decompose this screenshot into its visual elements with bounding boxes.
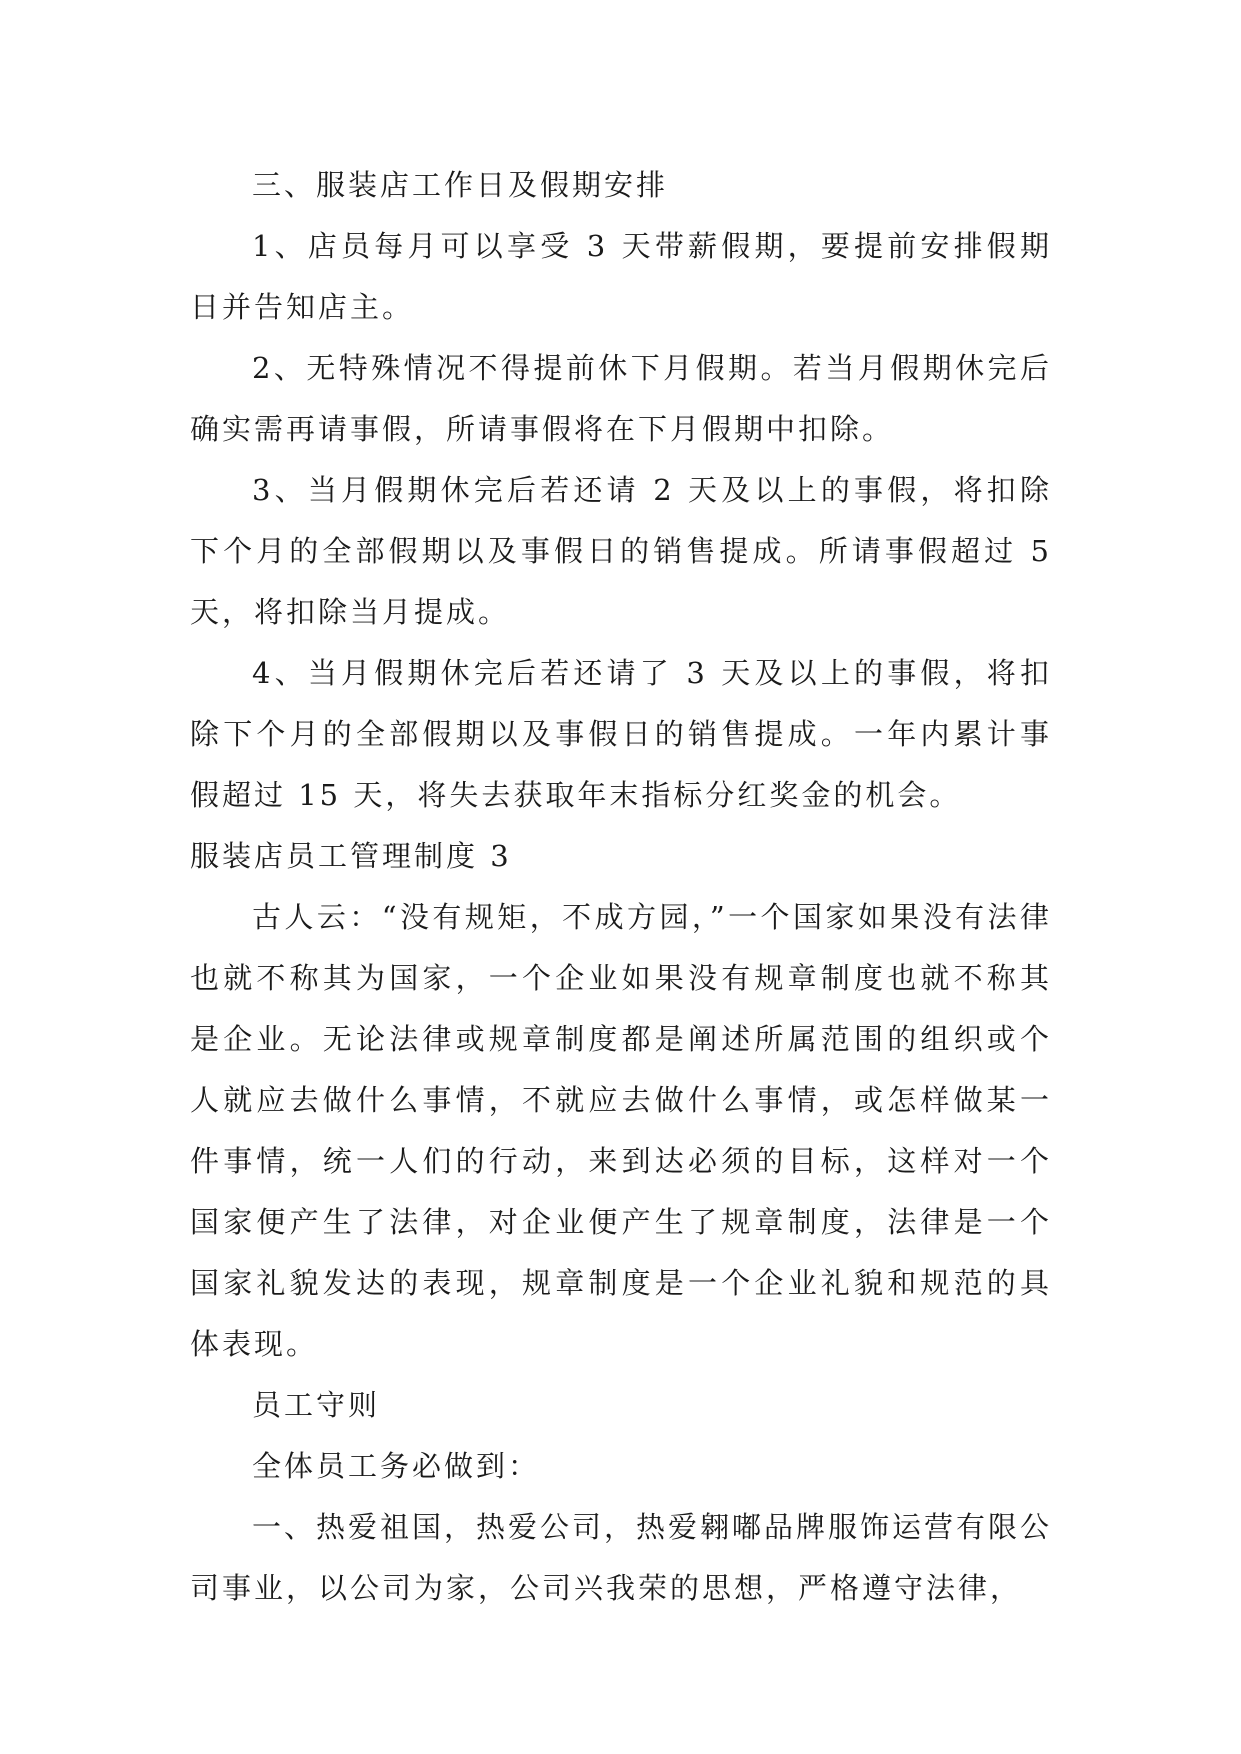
document-page (190, 155, 1052, 1619)
paragraph-all-staff: 全体员工务必做到： (252, 1449, 541, 1483)
paragraph-rule-1: 1、店员每月可以享受 3 天带薪假期，要提前安排假期日并告知店主。 (190, 229, 1052, 324)
paragraph-rule-2: 2、无特殊情况不得提前休下月假期。若当月假期休完后确实需再请事假，所请事假将在下月假期中扣除。 (190, 351, 1052, 446)
paragraph-intro: 古人云：“没有规矩，不成方园，”一个国家如果没有法律也就不称其为国家，一个企业如果没有规章制度也就不称其是企业。无论法律或规章制度都是阐述所属范围的组织或个人就应去做什么事情，不就应去做什么事情，或怎样做某一件事情，统一人们的行动，来到达必须的目标，这样对一个国家便产生了法律，对企业便产生了规章制度，法律是一个国家礼貌发达的表现，规章制度是一个企业礼貌和规范的具体表现。 (190, 900, 1052, 1361)
paragraph-rule-3: 3、当月假期休完后若还请 2 天及以上的事假，将扣除下个月的全部假期以及事假日的销售提成。所请事假超过 5天，将扣除当月提成。 (190, 473, 1052, 629)
section-heading-employee-rules: 员工守则 (252, 1388, 381, 1422)
paragraph-rule-4: 4、当月假期休完后若还请了 3 天及以上的事假，将扣除下个月的全部假期以及事假日的销售提成。一年内累计事假超过 15 天，将失去获取年末指标分红奖金的机会。 (190, 656, 1052, 812)
paragraph-item-1: 一、热爱祖国，热爱公司，热爱翱嘟品牌服饰运营有限公司事业，以公司为家，公司兴我荣的思想，严格遵守法律， (190, 1510, 1053, 1605)
document-title-3: 服装店员工管理制度 3 (190, 839, 512, 873)
section-heading-holidays: 三、服装店工作日及假期安排 (252, 168, 669, 202)
